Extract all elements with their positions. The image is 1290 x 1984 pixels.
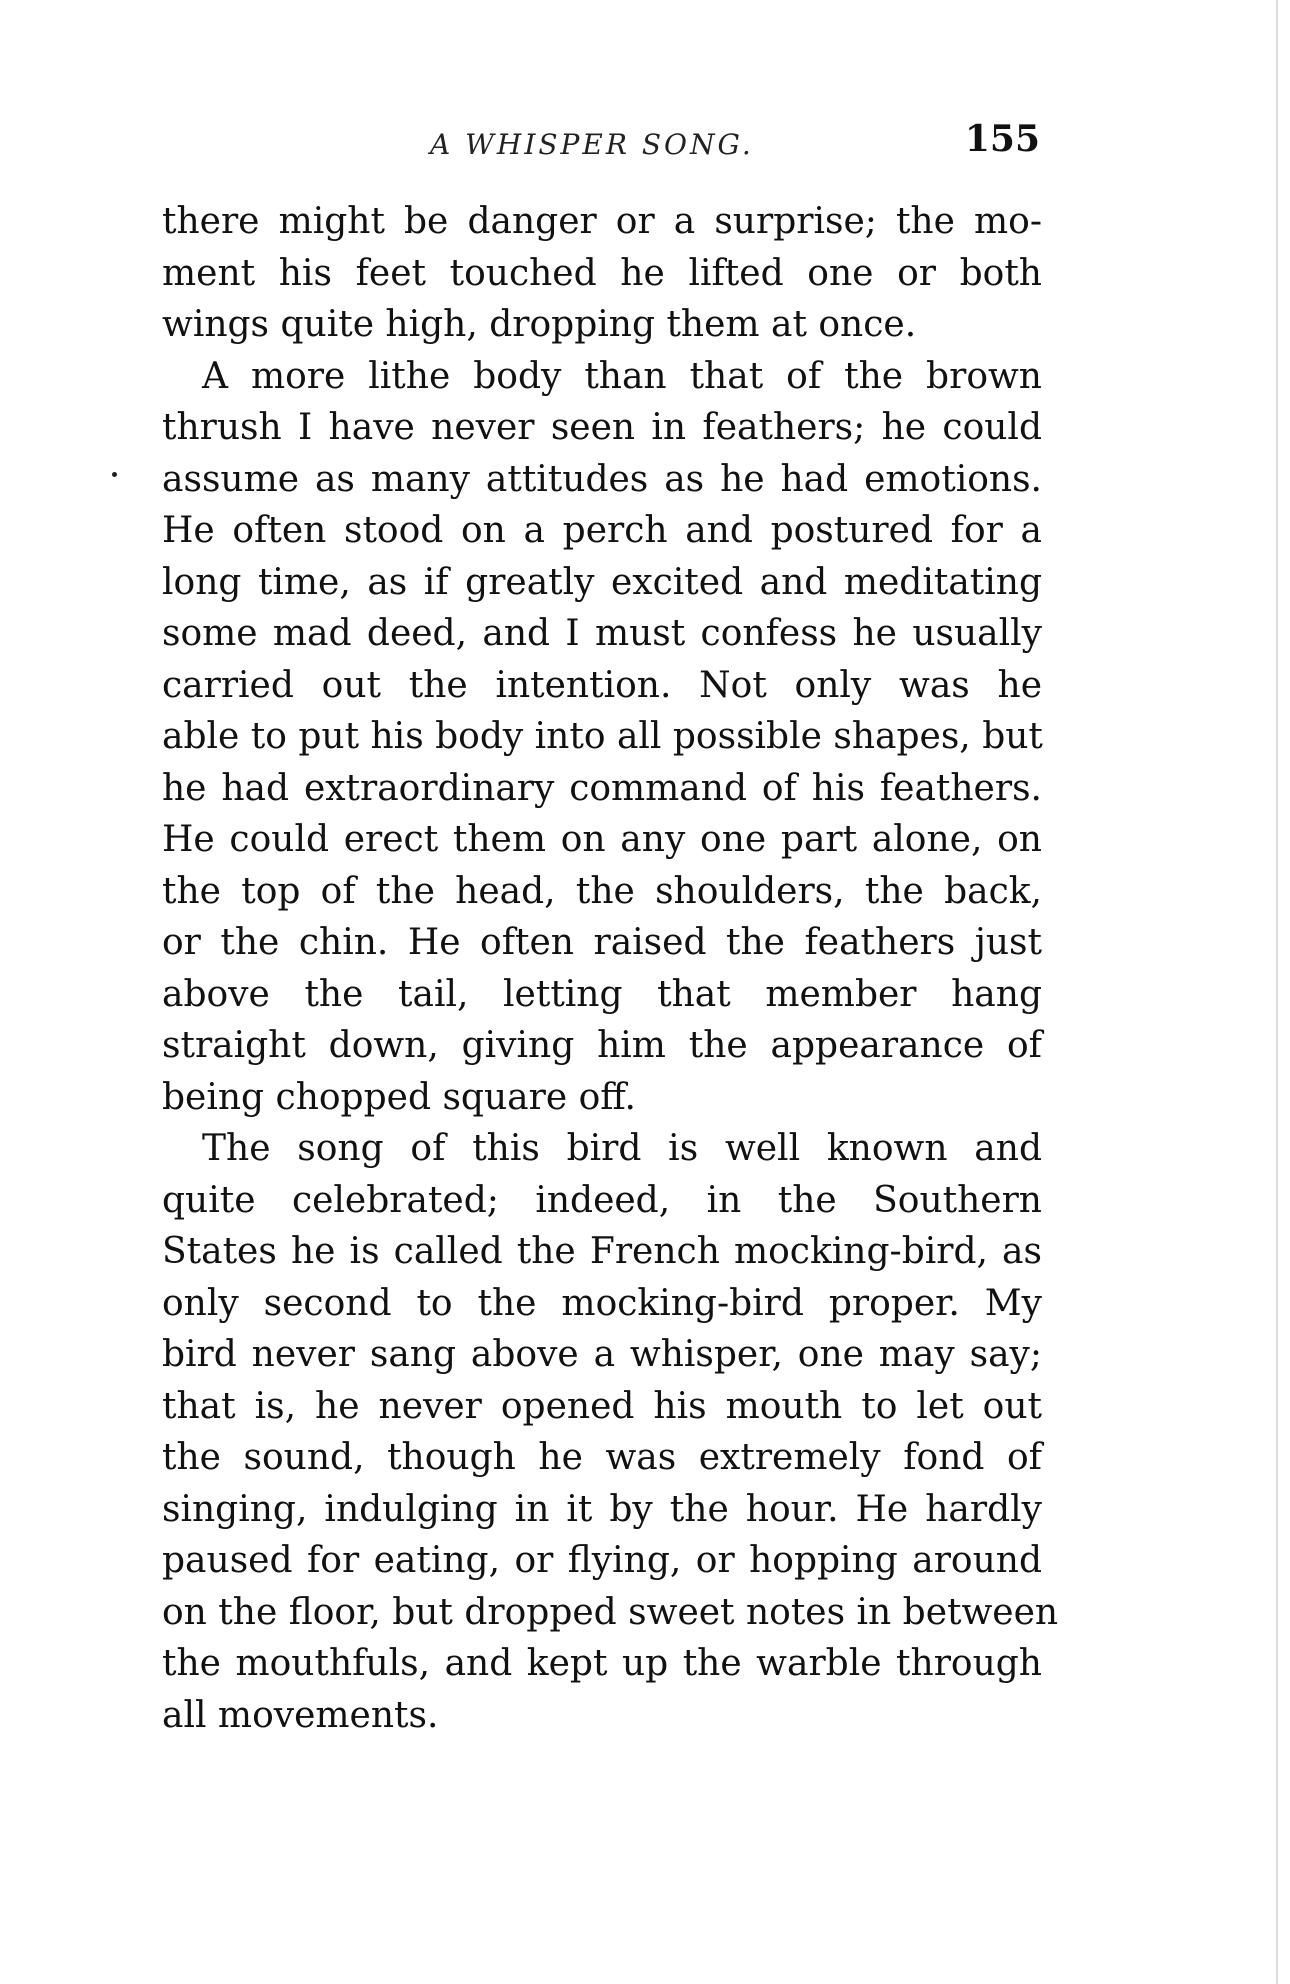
text-line: The song of this bird is well known and bbox=[202, 1128, 1042, 1169]
text-line: States he is called the French mocking-bird, as bbox=[162, 1231, 1042, 1272]
text-line: wings quite high, dropping them at once. bbox=[162, 304, 917, 345]
running-title: A WHISPER SONG. bbox=[430, 128, 754, 161]
text-line: He could erect them on any one part alone, on bbox=[162, 819, 1042, 860]
page-edge-rule bbox=[1276, 0, 1278, 1984]
paragraph-1 bbox=[162, 196, 1042, 351]
paragraph-3 bbox=[162, 1123, 1059, 1741]
body-text bbox=[162, 196, 1059, 1741]
text-line: the top of the head, the shoulders, the back, bbox=[162, 870, 1042, 912]
text-line: assume as many attitudes as he had emotions. bbox=[162, 458, 1042, 500]
text-line: paused for eating, or flying, or hopping around bbox=[162, 1540, 1042, 1581]
text-line: A more lithe body than that of the brown bbox=[202, 355, 1042, 397]
text-line: He often stood on a perch and postured for a bbox=[162, 510, 1042, 551]
text-line: able to put his body into all possible shapes, but bbox=[162, 716, 1043, 757]
text-line: straight down, giving him the appearance of bbox=[162, 1025, 1042, 1066]
page-number: 155 bbox=[964, 118, 1040, 160]
text-line: or the chin. He often raised the feathers just bbox=[162, 922, 1042, 963]
text-line: above the tail, letting that member hang bbox=[162, 973, 1042, 1015]
text-line: being chopped square off. bbox=[162, 1076, 636, 1118]
running-header bbox=[160, 118, 1040, 170]
text-line: ment his feet touched he lifted one or both bbox=[162, 252, 1042, 294]
text-line: he had extraordinary command of his feathers. bbox=[162, 767, 1042, 809]
text-line: that is, he never opened his mouth to let out bbox=[162, 1385, 1042, 1427]
text-line: all movements. bbox=[162, 1694, 439, 1736]
text-line: carried out the intention. Not only was he bbox=[162, 664, 1042, 706]
text-line: there might be danger or a surprise; the mo- bbox=[162, 201, 1042, 242]
text-line: bird never sang above a whisper, one may say; bbox=[162, 1334, 1042, 1375]
text-line: thrush I have never seen in feathers; he could bbox=[162, 407, 1042, 448]
text-line: long time, as if greatly excited and meditating bbox=[162, 561, 1042, 603]
text-line: on the floor, but dropped sweet notes in between bbox=[162, 1591, 1059, 1633]
text-line: only second to the mocking-bird proper. My bbox=[162, 1282, 1042, 1324]
text-line: the sound, though he was extremely fond of bbox=[162, 1437, 1042, 1478]
margin-dot-mark bbox=[112, 472, 117, 477]
paragraph-2 bbox=[162, 351, 1042, 1124]
text-line: some mad deed, and I must confess he usually bbox=[162, 613, 1042, 654]
text-line: quite celebrated; indeed, in the Southern bbox=[162, 1179, 1042, 1221]
text-line: singing, indulging in it by the hour. He hardly bbox=[162, 1488, 1042, 1530]
text-line: the mouthfuls, and kept up the warble through bbox=[162, 1643, 1042, 1684]
